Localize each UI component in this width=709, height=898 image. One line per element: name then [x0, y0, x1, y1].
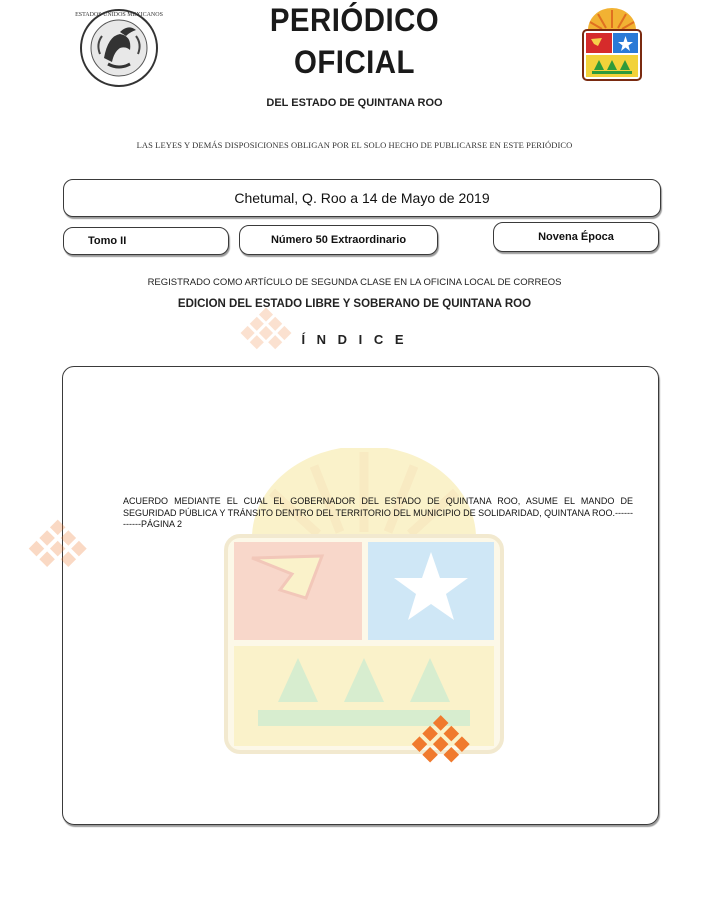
- date-text: Chetumal, Q. Roo a 14 de Mayo de 2019: [234, 190, 490, 206]
- epoca-text: Novena Época: [538, 231, 614, 243]
- registro-text: REGISTRADO COMO ARTÍCULO DE SEGUNDA CLASE EN LA OFICINA LOCAL DE CORREOS: [147, 277, 562, 288]
- indice-entry[interactable]: ACUERDO MEDIANTE EL CUAL EL GOBERNADOR DEL ESTADO DE QUINTANA ROO, ASUME EL MANDO DE SEGURIDAD PÚBLICA Y TRÁNSITO DENTRO DEL TERRITORIO DEL MUNICIPIO DE SOLIDARIDAD, QUINTANA ROO.------------PÁGINA 2: [123, 496, 633, 529]
- edicion-text: EDICION DEL ESTADO LIBRE Y SOBERANO DE QUINTANA ROO: [177, 298, 532, 310]
- legal-note: LAS LEYES Y DEMÁS DISPOSICIONES OBLIGAN POR EL SOLO HECHO DE PUBLICARSE EN ESTE PERIÓDICO: [136, 140, 573, 150]
- numero-text: Número 50 Extraordinario: [270, 234, 407, 246]
- decorative-diamonds-bright-icon: [402, 704, 478, 790]
- epoca-box: [493, 222, 659, 252]
- numero-box: [239, 225, 438, 255]
- title-line-2: OFICIAL: [294, 44, 415, 80]
- seal-ring-text: ESTADOS UNIDOS MEXICANOS: [75, 12, 163, 18]
- decorative-diamonds-icon: [230, 300, 302, 366]
- subtitle: DEL ESTADO DE QUINTANA ROO: [266, 97, 443, 109]
- indice-heading: Í N D I C E: [301, 332, 408, 347]
- decorative-diamonds-faint-icon: [18, 508, 96, 592]
- tomo-box: [63, 227, 229, 255]
- title-line-1: PERIÓDICO: [269, 2, 440, 38]
- tomo-text: Tomo II: [88, 235, 127, 247]
- date-box: [63, 179, 661, 217]
